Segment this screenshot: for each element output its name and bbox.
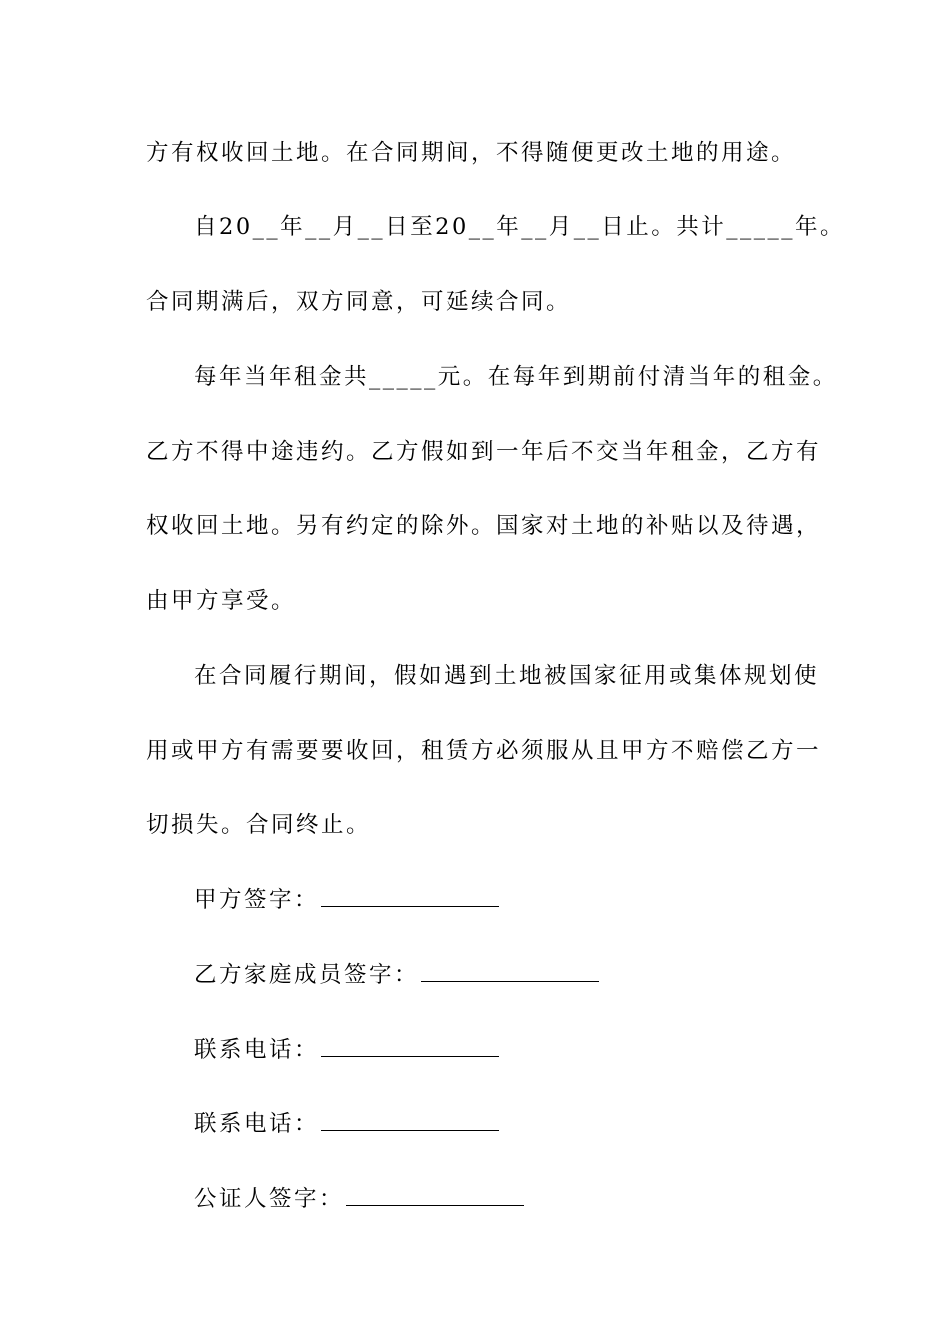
paragraph-line: 用或甲方有需要要收回，租赁方必须服从且甲方不赔偿乙方一 bbox=[146, 738, 822, 764]
paragraph-line: 切损失。合同终止。 bbox=[146, 812, 372, 838]
signature-label: 公证人签字： bbox=[194, 1186, 345, 1212]
paragraph-line: 方有权收回土地。在合同期间，不得随便更改土地的用途。 bbox=[146, 140, 797, 166]
contact-phone-field bbox=[194, 1109, 499, 1139]
paragraph-line: 权收回土地。另有约定的除外。国家对土地的补贴以及待遇， bbox=[146, 513, 822, 539]
contact-phone-field bbox=[194, 1035, 499, 1065]
signature-label: 联系电话： bbox=[194, 1111, 320, 1137]
signature-blank-line bbox=[346, 1203, 524, 1206]
signature-field-party-a bbox=[194, 885, 499, 915]
signature-blank-line bbox=[421, 979, 599, 982]
paragraph-line: 合同期满后，双方同意，可延续合同。 bbox=[146, 289, 572, 315]
signature-blank-line bbox=[321, 904, 499, 907]
paragraph-line: 自20__年__月__日至20__年__月__日止。共计_____年。 bbox=[194, 214, 846, 240]
paragraph-line: 由甲方享受。 bbox=[146, 588, 297, 614]
paragraph-line: 每年当年租金共_____元。在每年到期前付清当年的租金。 bbox=[194, 364, 838, 390]
signature-field-notary bbox=[194, 1184, 524, 1214]
paragraph-line: 乙方不得中途违约。乙方假如到一年后不交当年租金，乙方有 bbox=[146, 439, 822, 465]
signature-blank-line bbox=[321, 1054, 499, 1057]
signature-field-party-b-family bbox=[194, 960, 599, 990]
paragraph-line: 在合同履行期间，假如遇到土地被国家征用或集体规划使 bbox=[194, 663, 820, 689]
signature-blank-line bbox=[321, 1128, 499, 1131]
signature-label: 联系电话： bbox=[194, 1037, 320, 1063]
signature-label: 甲方签字： bbox=[194, 887, 320, 913]
signature-label: 乙方家庭成员签字： bbox=[194, 962, 420, 988]
